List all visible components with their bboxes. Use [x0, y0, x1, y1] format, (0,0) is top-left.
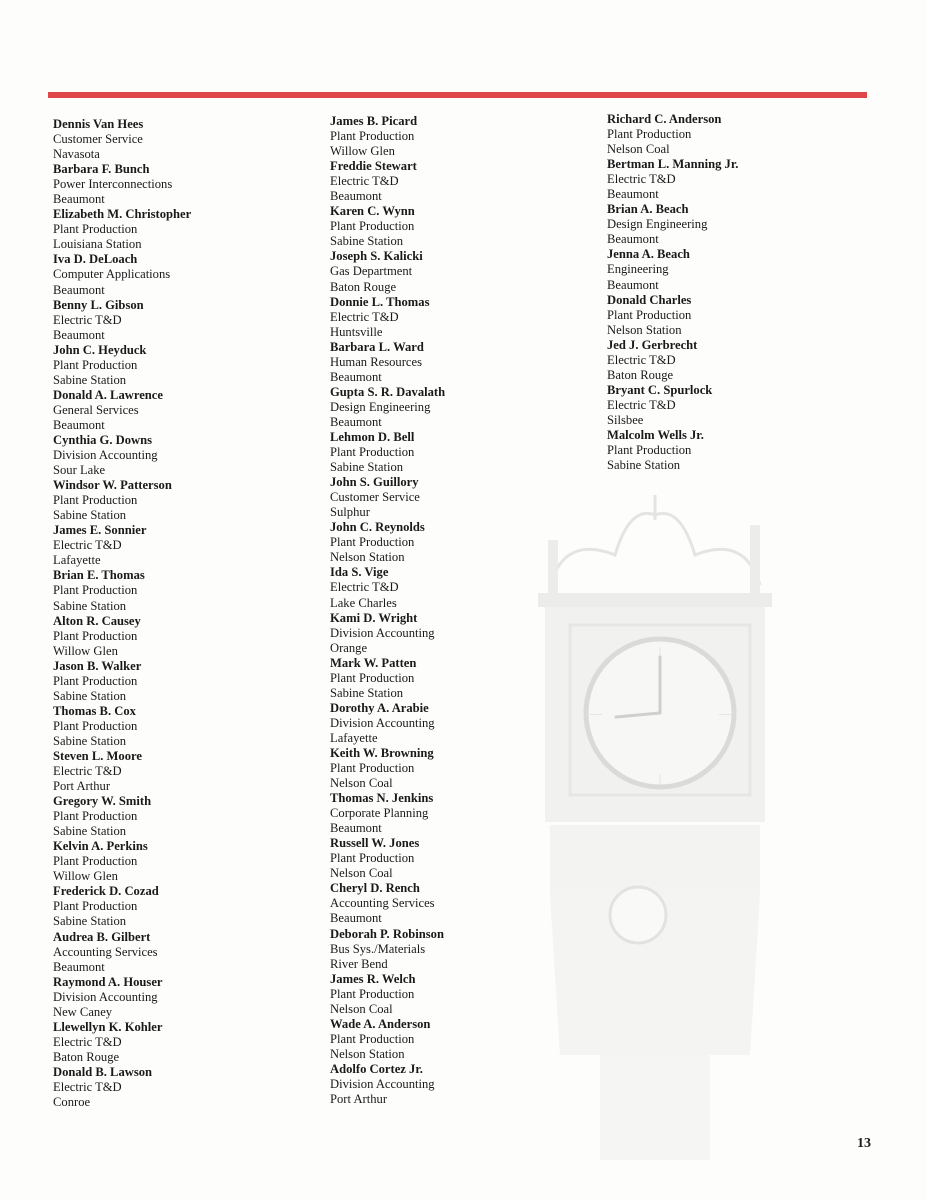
employee-department: Plant Production: [53, 854, 138, 869]
employee-name: Cheryl D. Rench: [330, 881, 420, 896]
employee-name: Barbara L. Ward: [330, 339, 424, 354]
employee-location: Conroe: [53, 1095, 91, 1110]
employee-entry: [330, 114, 600, 159]
employee-department: Plant Production: [53, 718, 138, 733]
employee-location: Sulphur: [330, 505, 370, 520]
red-header-rule: [48, 92, 867, 98]
employee-name: Gupta S. R. Davalath: [330, 384, 446, 399]
employee-department: Plant Production: [607, 127, 692, 142]
employee-entry: [53, 930, 323, 975]
employee-entry: [330, 475, 600, 520]
employee-location: New Caney: [53, 1004, 113, 1019]
employee-name: Jenna A. Beach: [607, 247, 690, 262]
employee-department: Plant Production: [330, 851, 415, 866]
employee-name: Malcolm Wells Jr.: [607, 427, 704, 442]
employee-name: Bryant C. Spurlock: [607, 382, 713, 397]
employee-entry: [330, 204, 600, 249]
employee-department: Engineering: [607, 262, 669, 277]
employee-location: Navasota: [53, 147, 100, 162]
employee-department: Customer Service: [330, 490, 420, 505]
employee-location: Beaumont: [330, 414, 382, 429]
employee-entry: [330, 385, 600, 430]
employee-name: Donald A. Lawrence: [53, 387, 163, 402]
employee-entry: [607, 338, 877, 383]
employee-location: Huntsville: [330, 324, 383, 339]
employee-department: Plant Production: [53, 673, 138, 688]
employee-department: Design Engineering: [607, 217, 708, 232]
employee-entry: [53, 659, 323, 704]
employee-location: Sabine Station: [53, 733, 127, 748]
employee-entry: [330, 791, 600, 836]
employee-department: Accounting Services: [330, 896, 435, 911]
employee-entry: [53, 433, 323, 478]
column-2: [330, 114, 600, 1107]
employee-department: Electric T&D: [330, 580, 399, 595]
employee-department: Plant Production: [330, 445, 415, 460]
employee-location: Beaumont: [53, 192, 105, 207]
column-3: [607, 112, 877, 473]
employee-entry: [330, 159, 600, 204]
employee-location: Sabine Station: [53, 824, 127, 839]
employee-location: Beaumont: [330, 911, 382, 926]
svg-text:—: —: [590, 706, 602, 720]
employee-name: James E. Sonnier: [53, 523, 147, 538]
employee-department: Gas Department: [330, 264, 413, 279]
employee-entry: [330, 701, 600, 746]
employee-department: Plant Production: [53, 628, 138, 643]
employee-entry: [53, 252, 323, 297]
employee-location: Sabine Station: [607, 458, 681, 473]
employee-entry: [330, 746, 600, 791]
employee-name: Cynthia G. Downs: [53, 432, 153, 447]
employee-location: Beaumont: [330, 821, 382, 836]
employee-department: Plant Production: [330, 1031, 415, 1046]
employee-name: Mark W. Patten: [330, 655, 417, 670]
employee-department: Electric T&D: [53, 1034, 122, 1049]
employee-entry: [330, 1017, 600, 1062]
employee-department: Plant Production: [330, 129, 415, 144]
employee-entry: [607, 247, 877, 292]
employee-name: Windsor W. Patterson: [53, 478, 172, 493]
employee-department: Accounting Services: [53, 944, 158, 959]
employee-location: Port Arthur: [53, 779, 111, 794]
employee-name: Adolfo Cortez Jr.: [330, 1061, 423, 1076]
employee-department: Plant Production: [53, 899, 138, 914]
employee-name: Dennis Van Hees: [53, 117, 144, 131]
employee-name: Kelvin A. Perkins: [53, 839, 148, 854]
employee-name: John C. Reynolds: [330, 520, 425, 535]
employee-name: Keith W. Browning: [330, 745, 434, 760]
page-number: 13: [857, 1136, 871, 1151]
employee-entry: [53, 568, 323, 613]
employee-entry: [53, 298, 323, 343]
employee-entry: [53, 975, 323, 1020]
employee-location: Sabine Station: [53, 688, 127, 703]
employee-location: Sour Lake: [53, 463, 106, 478]
employee-entry: [53, 704, 323, 749]
employee-location: Baton Rouge: [607, 367, 674, 382]
employee-name: Richard C. Anderson: [607, 112, 722, 126]
employee-location: Beaumont: [607, 277, 659, 292]
employee-department: Electric T&D: [53, 1080, 122, 1094]
employee-department: Division Accounting: [330, 715, 435, 730]
employee-location: River Bend: [330, 956, 388, 971]
employee-entry: [53, 343, 323, 388]
employee-entry: [330, 881, 600, 926]
employee-location: Port Arthur: [330, 1092, 388, 1107]
employee-location: Nelson Station: [607, 322, 682, 337]
employee-location: Louisiana Station: [53, 237, 142, 252]
employee-department: Electric T&D: [607, 397, 676, 412]
employee-name: James R. Welch: [330, 971, 416, 986]
employee-location: Beaumont: [607, 187, 659, 202]
employee-department: Plant Production: [330, 535, 415, 550]
employee-entry: [330, 520, 600, 565]
employee-location: Beaumont: [53, 417, 105, 432]
employee-department: Division Accounting: [53, 448, 158, 463]
employee-location: Nelson Coal: [330, 1001, 393, 1016]
employee-department: Electric T&D: [607, 172, 676, 187]
employee-name: Russell W. Jones: [330, 836, 420, 851]
employee-department: Plant Production: [607, 307, 692, 322]
employee-name: Thomas N. Jenkins: [330, 791, 434, 806]
employee-location: Lafayette: [53, 553, 101, 568]
employee-entry: [330, 656, 600, 701]
employee-department: Plant Production: [607, 443, 692, 458]
employee-entry: [330, 927, 600, 972]
employee-location: Baton Rouge: [330, 279, 397, 294]
employee-name: John S. Guillory: [330, 475, 419, 490]
employee-location: Beaumont: [330, 189, 382, 204]
employee-name: Donnie L. Thomas: [330, 294, 430, 309]
employee-department: Corporate Planning: [330, 806, 429, 821]
employee-name: Llewellyn K. Kohler: [53, 1019, 163, 1034]
employee-entry: [607, 428, 877, 473]
employee-name: Brian A. Beach: [607, 202, 689, 217]
employee-name: Kami D. Wright: [330, 610, 418, 625]
employee-location: Nelson Coal: [330, 776, 393, 791]
employee-name: Dorothy A. Arabie: [330, 700, 429, 715]
employee-department: Division Accounting: [330, 625, 435, 640]
employee-entry: [330, 565, 600, 610]
employee-name: Benny L. Gibson: [53, 297, 144, 312]
employee-location: Beaumont: [330, 369, 382, 384]
employee-department: Plant Production: [330, 219, 415, 234]
employee-entry: [53, 117, 323, 162]
employee-entry: [607, 157, 877, 202]
employee-location: Silsbee: [607, 412, 644, 427]
employee-entry: [53, 794, 323, 839]
employee-name: Audrea B. Gilbert: [53, 929, 151, 944]
employee-entry: [53, 1020, 323, 1065]
employee-name: John C. Heyduck: [53, 342, 147, 357]
employee-entry: [53, 839, 323, 884]
employee-department: Plant Production: [330, 761, 415, 776]
employee-location: Nelson Coal: [607, 142, 670, 157]
employee-location: Willow Glen: [53, 643, 118, 658]
employee-department: Computer Applications: [53, 267, 171, 282]
employee-name: Iva D. DeLoach: [53, 252, 138, 267]
employee-department: Customer Service: [53, 132, 143, 147]
employee-entry: [53, 1065, 323, 1110]
employee-entry: [53, 523, 323, 568]
employee-name: Ida S. Vige: [330, 565, 389, 580]
employee-department: Division Accounting: [330, 1077, 435, 1091]
employee-name: Brian E. Thomas: [53, 568, 145, 583]
employee-name: Donald Charles: [607, 292, 692, 307]
employee-department: Bus Sys./Materials: [330, 941, 426, 956]
employee-department: Electric T&D: [53, 764, 122, 779]
employee-name: Elizabeth M. Christopher: [53, 207, 192, 222]
employee-entry: [53, 207, 323, 252]
employee-location: Orange: [330, 640, 368, 655]
employee-location: Beaumont: [53, 282, 105, 297]
employee-entry: [330, 972, 600, 1017]
employee-department: Plant Production: [53, 493, 138, 508]
employee-entry: [330, 836, 600, 881]
employee-location: Lake Charles: [330, 595, 397, 610]
employee-entry: [607, 112, 877, 157]
employee-name: Alton R. Causey: [53, 613, 141, 628]
employee-entry: [53, 614, 323, 659]
employee-department: Plant Production: [330, 986, 415, 1001]
employee-location: Sabine Station: [330, 460, 404, 475]
employee-location: Nelson Coal: [330, 866, 393, 881]
employee-location: Sabine Station: [53, 372, 127, 387]
employee-name: Thomas B. Cox: [53, 703, 136, 718]
employee-entry: [607, 293, 877, 338]
employee-entry: [330, 611, 600, 656]
employee-entry: [53, 388, 323, 433]
employee-name: Deborah P. Robinson: [330, 926, 444, 941]
employee-name: Freddie Stewart: [330, 159, 417, 174]
employee-location: Willow Glen: [53, 869, 118, 884]
svg-text:|: |: [658, 644, 662, 658]
employee-department: Plant Production: [330, 670, 415, 685]
employee-department: Plant Production: [53, 583, 138, 598]
svg-text:—: —: [719, 706, 731, 720]
employee-location: Baton Rouge: [53, 1049, 120, 1064]
employee-location: Nelson Station: [330, 550, 405, 565]
employee-department: Human Resources: [330, 354, 422, 369]
employee-name: Bertman L. Manning Jr.: [607, 157, 739, 172]
employee-location: Beaumont: [53, 327, 105, 342]
employee-name: James B. Picard: [330, 114, 418, 128]
employee-entry: [607, 202, 877, 247]
employee-department: Electric T&D: [607, 352, 676, 367]
employee-name: Frederick D. Cozad: [53, 884, 159, 899]
employee-name: Joseph S. Kalicki: [330, 249, 423, 264]
employee-name: Wade A. Anderson: [330, 1016, 431, 1031]
employee-name: Lehmon D. Bell: [330, 429, 415, 444]
column-1: [53, 117, 323, 1110]
employee-location: Sabine Station: [53, 508, 127, 523]
employee-entry: [330, 249, 600, 294]
employee-department: General Services: [53, 402, 139, 417]
employee-name: Barbara F. Bunch: [53, 162, 150, 177]
employee-department: Plant Production: [53, 222, 138, 237]
employee-name: Karen C. Wynn: [330, 204, 415, 219]
employee-location: Sabine Station: [330, 685, 404, 700]
employee-department: Electric T&D: [330, 174, 399, 189]
employee-location: Beaumont: [53, 959, 105, 974]
employee-entry: [330, 295, 600, 340]
employee-department: Division Accounting: [53, 989, 158, 1004]
employee-entry: [53, 162, 323, 207]
employee-location: Sabine Station: [53, 598, 127, 613]
employee-name: Jed J. Gerbrecht: [607, 337, 698, 352]
employee-department: Design Engineering: [330, 399, 431, 414]
employee-department: Plant Production: [53, 357, 138, 372]
employee-location: Sabine Station: [53, 914, 127, 929]
svg-text:|: |: [658, 771, 662, 785]
employee-entry: [330, 430, 600, 475]
employee-name: Jason B. Walker: [53, 658, 142, 673]
employee-entry: [330, 1062, 600, 1107]
employee-entry: [53, 884, 323, 929]
employee-name: Donald B. Lawson: [53, 1064, 153, 1079]
employee-department: Plant Production: [53, 809, 138, 824]
employee-location: Sabine Station: [330, 234, 404, 249]
employee-entry: [53, 749, 323, 794]
employee-name: Gregory W. Smith: [53, 794, 152, 809]
employee-entry: [53, 478, 323, 523]
employee-location: Willow Glen: [330, 144, 395, 159]
employee-location: Nelson Station: [330, 1046, 405, 1061]
employee-name: Raymond A. Houser: [53, 974, 163, 989]
employee-name: Steven L. Moore: [53, 748, 142, 763]
employee-location: Beaumont: [607, 232, 659, 247]
employee-department: Electric T&D: [330, 309, 399, 324]
employee-entry: [607, 383, 877, 428]
employee-entry: [330, 340, 600, 385]
employee-department: Power Interconnections: [53, 177, 173, 192]
employee-department: Electric T&D: [53, 538, 122, 553]
employee-department: Electric T&D: [53, 312, 122, 327]
employee-location: Lafayette: [330, 730, 378, 745]
